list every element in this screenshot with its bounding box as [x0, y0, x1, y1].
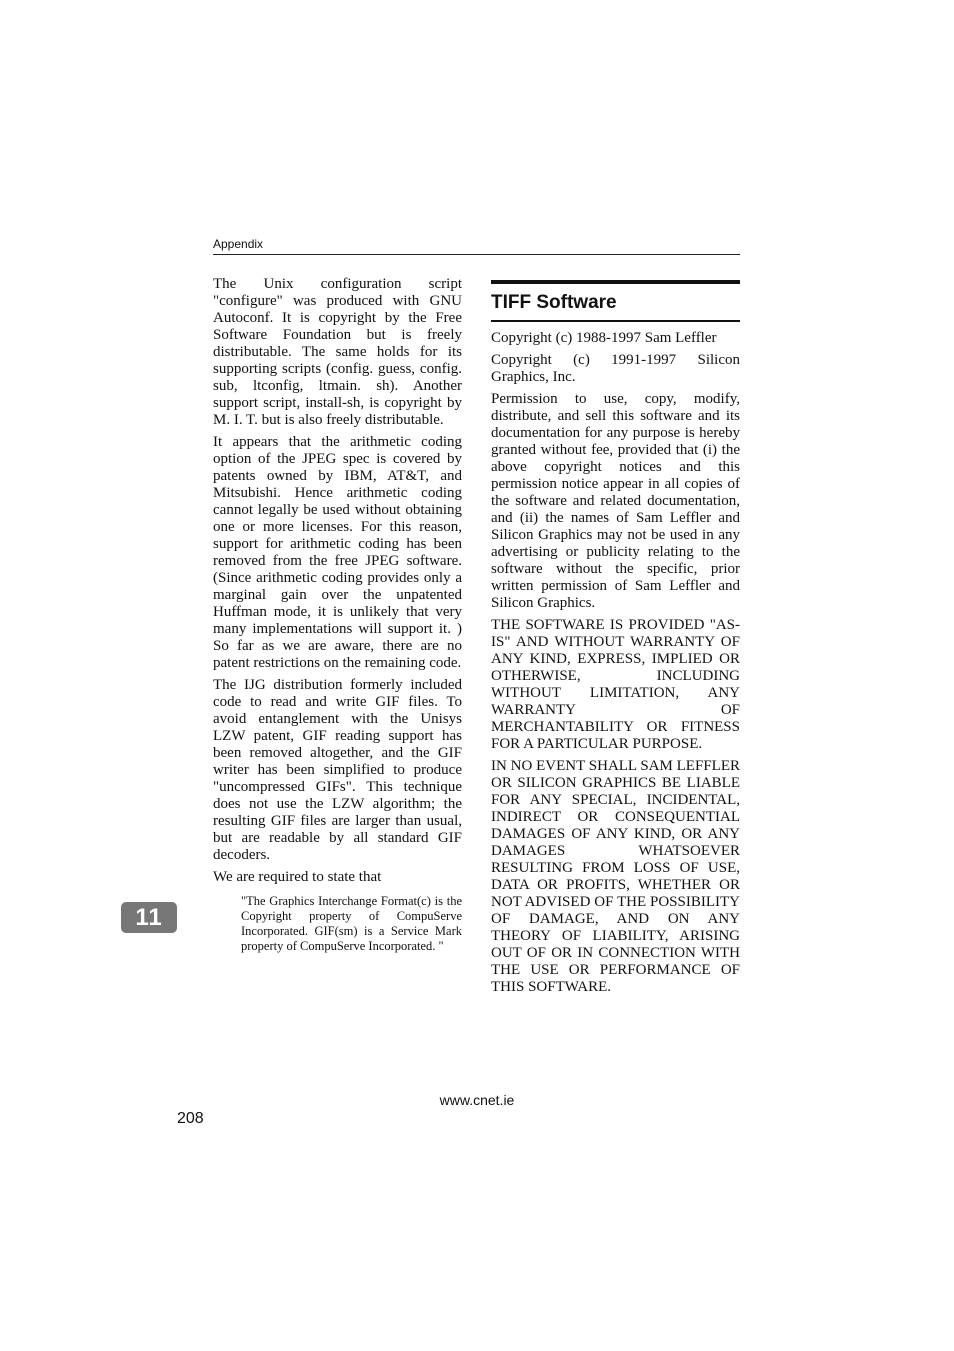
header-rule	[213, 254, 740, 255]
section-top-rule	[491, 280, 740, 284]
liability-disclaimer: IN NO EVENT SHALL SAM LEFFLER OR SILICON GRAPHICS BE LIABLE FOR ANY SPECIAL, INCIDENTAL, INDIRECT OR CONSEQUENTIAL DAMAGES OF ANY KIND, OR ANY DAMAGES WHATSOEVER RESULTING FROM LOSS OF USE, DATA OR PROFITS, WHETHER OR NOT ADVISED OF THE POSSIBILITY OF DAMAGE, AND ON ANY THEORY OF LIABILITY, ARISING OUT OF OR IN CONNECTION WITH THE USE OR PERFORMANCE OF THIS SOFTWARE.	[491, 758, 740, 995]
permission-notice: Permission to use, copy, modify, distribute, and sell this software and its documentation for any purpose is hereby granted without fee, provided that (i) the above copyright notices and this permission notice appear in all copies of the software and related documentation, and (ii) the names of Sam Leffler and Silicon Graphics may not be used in any advertising or publicity relating to the software without the specific, prior written permission of Sam Leffler and Silicon Graphics.	[491, 391, 740, 611]
page-number: 208	[177, 1110, 204, 1127]
paragraph-gif-support: The IJG distribution formerly included code to read and write GIF files. To avoid entanglement with the Unisys LZW patent, GIF reading support has been removed altogether, and the GIF writer has been simplified to produce "uncompressed GIFs". This technique does not use the LZW algorithm; the resulting GIF files are larger than usual, but are readable by all standard GIF decoders.	[213, 677, 462, 863]
left-column	[213, 276, 462, 954]
warranty-disclaimer: THE SOFTWARE IS PROVIDED "AS-IS" AND WITHOUT WARRANTY OF ANY KIND, EXPRESS, IMPLIED OR OTHERWISE, INCLUDING WITHOUT LIMITATION, ANY WARRANTY OF MERCHANTABILITY OR FITNESS FOR A PARTICULAR PURPOSE.	[491, 617, 740, 752]
running-header: Appendix	[213, 237, 264, 251]
paragraph-required-statement: We are required to state that	[213, 869, 382, 885]
compuserve-quote: "The Graphics Interchange Format(c) is the Copyright property of CompuServe Incorporated. GIF(sm) is a Service Mark property of CompuServe Incorporated. "	[241, 894, 462, 953]
footer-url: www.cnet.ie	[439, 1092, 515, 1108]
chapter-tab: 11	[121, 902, 177, 933]
copyright-sgi: Copyright (c) 1991-1997 Silicon Graphics, Inc.	[491, 352, 740, 385]
section-title: TIFF Software	[491, 290, 740, 322]
right-column	[491, 280, 740, 1001]
paragraph-arithmetic-coding: It appears that the arithmetic coding option of the JPEG spec is covered by patents owned by IBM, AT&T, and Mitsubishi. Hence arithmetic coding cannot legally be used without obtaining one or more licenses. For this reason, support for arithmetic coding has been removed from the free JPEG software. (Since arithmetic coding provides only a marginal gain over the unpatented Huffman mode, it is unlikely that very many implementations will support it. ) So far as we are aware, there are no patent restrictions on the remaining code.	[213, 434, 462, 671]
paragraph-autoconf: The Unix configuration script "configure" was produced with GNU Autoconf. It is copyright by the Free Software Foundation but is freely distributable. The same holds for its supporting scripts (config. guess, config. sub, ltconfig, ltmain. sh). Another support script, install-sh, is copyright by M. I. T. but is also freely distributable.	[213, 276, 462, 428]
copyright-leffler: Copyright (c) 1988-1997 Sam Leffler	[491, 330, 717, 346]
